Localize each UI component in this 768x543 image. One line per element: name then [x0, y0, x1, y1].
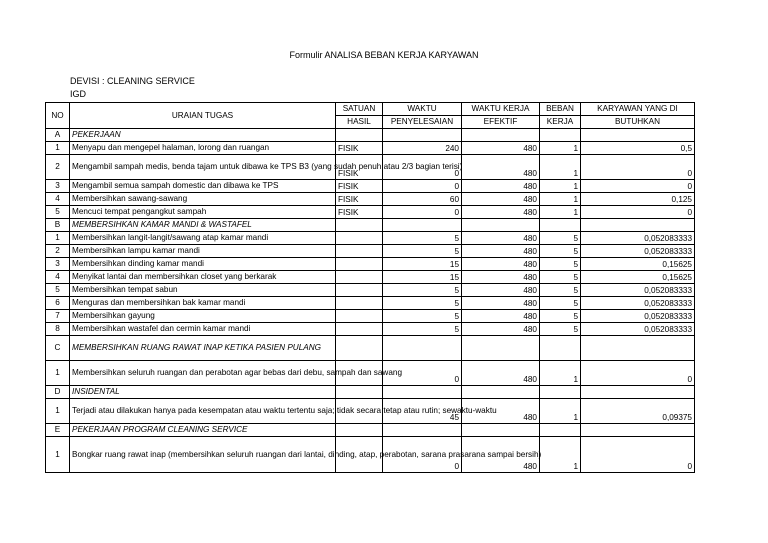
header-karyawan-bottom: BUTUHKAN	[581, 116, 695, 129]
table-row	[46, 437, 695, 473]
table-row	[46, 206, 695, 219]
satuan-cell: FISIK	[336, 193, 383, 206]
task-description: Terjadi atau dilakukan hanya pada kesempatan atau waktu tertentu saja; tidak secara tetap atau rutin; sewaktu-waktu	[70, 399, 336, 424]
waktu-cell: 240	[383, 142, 462, 155]
efektif-cell: 480	[462, 323, 540, 336]
satuan-cell	[336, 323, 383, 336]
beban-cell: 5	[540, 258, 581, 271]
row-number: B	[46, 219, 70, 232]
task-description: Membersihkan tempat sabun	[70, 284, 336, 297]
header-beban-bottom: KERJA	[540, 116, 581, 129]
task-description: INSIDENTAL	[70, 386, 336, 399]
karyawan-cell: 0,052083333	[581, 284, 695, 297]
waktu-cell: 0	[383, 361, 462, 386]
karyawan-cell	[581, 386, 695, 399]
satuan-cell	[336, 336, 383, 361]
beban-cell: 5	[540, 323, 581, 336]
efektif-cell: 480	[462, 361, 540, 386]
row-number: 2	[46, 155, 70, 180]
satuan-cell	[336, 284, 383, 297]
waktu-cell: 45	[383, 399, 462, 424]
satuan-cell	[336, 129, 383, 142]
satuan-cell: FISIK	[336, 142, 383, 155]
section-row	[46, 129, 695, 142]
satuan-cell	[336, 297, 383, 310]
beban-cell: 1	[540, 206, 581, 219]
efektif-cell	[462, 219, 540, 232]
task-description: Membersihkan seluruh ruangan dan perabotan agar bebas dari debu, sampah dan sawang	[70, 361, 336, 386]
waktu-cell	[383, 219, 462, 232]
karyawan-cell: 0,15625	[581, 271, 695, 284]
header-efektif-bottom: EFEKTIF	[462, 116, 540, 129]
waktu-cell: 60	[383, 193, 462, 206]
table-row	[46, 284, 695, 297]
karyawan-cell	[581, 424, 695, 437]
waktu-cell: 0	[383, 180, 462, 193]
beban-cell: 1	[540, 142, 581, 155]
karyawan-cell: 0,052083333	[581, 323, 695, 336]
row-number: 6	[46, 297, 70, 310]
task-description: Membersihkan lampu kamar mandi	[70, 245, 336, 258]
beban-cell: 1	[540, 155, 581, 180]
satuan-cell	[336, 258, 383, 271]
karyawan-cell: 0	[581, 180, 695, 193]
row-number: 4	[46, 271, 70, 284]
efektif-cell	[462, 386, 540, 399]
table-row	[46, 271, 695, 284]
task-description: Mengambil semua sampah domestic dan dibawa ke TPS	[70, 180, 336, 193]
header-satuan-top: SATUAN	[336, 103, 383, 116]
karyawan-cell	[581, 219, 695, 232]
task-description: Bongkar ruang rawat inap (membersihkan seluruh ruangan dari lantai, dinding, atap, perabotan, sarana prasarana sampai bersih)	[70, 437, 336, 473]
efektif-cell: 480	[462, 245, 540, 258]
karyawan-cell: 0	[581, 361, 695, 386]
table-row	[46, 297, 695, 310]
beban-cell: 5	[540, 232, 581, 245]
task-description: Membersihkan langit-langit/sawang atap kamar mandi	[70, 232, 336, 245]
table-row	[46, 323, 695, 336]
satuan-cell	[336, 386, 383, 399]
efektif-cell: 480	[462, 437, 540, 473]
row-number: E	[46, 424, 70, 437]
beban-cell: 5	[540, 297, 581, 310]
task-description: Menguras dan membersihkan bak kamar mandi	[70, 297, 336, 310]
row-number: 3	[46, 180, 70, 193]
karyawan-cell: 0	[581, 155, 695, 180]
waktu-cell: 0	[383, 206, 462, 219]
task-description: Menyapu dan mengepel halaman, lorong dan ruangan	[70, 142, 336, 155]
row-number: D	[46, 386, 70, 399]
efektif-cell: 480	[462, 399, 540, 424]
efektif-cell	[462, 129, 540, 142]
section-row	[46, 336, 695, 361]
efektif-cell: 480	[462, 142, 540, 155]
row-number: 1	[46, 437, 70, 473]
beban-cell	[540, 336, 581, 361]
header-waktu-bottom: PENYELESAIAN	[383, 116, 462, 129]
waktu-cell: 15	[383, 258, 462, 271]
beban-cell: 1	[540, 437, 581, 473]
waktu-cell: 5	[383, 310, 462, 323]
row-number: 1	[46, 232, 70, 245]
waktu-cell: 5	[383, 245, 462, 258]
table-row	[46, 142, 695, 155]
waktu-cell: 15	[383, 271, 462, 284]
satuan-cell: FISIK	[336, 206, 383, 219]
karyawan-cell: 0,052083333	[581, 245, 695, 258]
header-no: NO	[46, 103, 70, 129]
efektif-cell: 480	[462, 193, 540, 206]
efektif-cell: 480	[462, 284, 540, 297]
header-efektif-top: WAKTU KERJA	[462, 103, 540, 116]
row-number: 5	[46, 206, 70, 219]
table-body	[46, 129, 695, 473]
header-waktu-top: WAKTU	[383, 103, 462, 116]
task-description: Mengambil sampah medis, benda tajam untuk dibawa ke TPS B3 (yang sudah penuh atau 2/3 bagian terisi)	[70, 155, 336, 180]
row-number: C	[46, 336, 70, 361]
beban-cell	[540, 129, 581, 142]
karyawan-cell: 0,125	[581, 193, 695, 206]
efektif-cell: 480	[462, 258, 540, 271]
efektif-cell: 480	[462, 180, 540, 193]
karyawan-cell: 0	[581, 437, 695, 473]
table-row	[46, 310, 695, 323]
table-row	[46, 399, 695, 424]
karyawan-cell	[581, 129, 695, 142]
task-description: PEKERJAAN	[70, 129, 336, 142]
beban-cell	[540, 219, 581, 232]
task-description: Mencuci tempat pengangkut sampah	[70, 206, 336, 219]
table-header	[46, 103, 695, 129]
header-uraian: URAIAN TUGAS	[70, 103, 336, 129]
beban-cell: 1	[540, 193, 581, 206]
beban-cell: 1	[540, 180, 581, 193]
task-description: MEMBERSIHKAN RUANG RAWAT INAP KETIKA PASIEN PULANG	[70, 336, 336, 361]
beban-cell: 1	[540, 361, 581, 386]
efektif-cell: 480	[462, 155, 540, 180]
satuan-cell	[336, 310, 383, 323]
section-row	[46, 386, 695, 399]
beban-cell: 5	[540, 245, 581, 258]
waktu-cell: 0	[383, 155, 462, 180]
row-number: 1	[46, 361, 70, 386]
satuan-cell	[336, 271, 383, 284]
efektif-cell: 480	[462, 310, 540, 323]
unit-label: IGD	[70, 89, 87, 99]
waktu-cell	[383, 386, 462, 399]
division-label: DEVISI : CLEANING SERVICE	[70, 76, 195, 86]
beban-cell: 1	[540, 399, 581, 424]
task-description: Membersihkan sawang-sawang	[70, 193, 336, 206]
waktu-cell: 0	[383, 437, 462, 473]
waktu-cell	[383, 336, 462, 361]
waktu-cell: 5	[383, 284, 462, 297]
karyawan-cell: 0,09375	[581, 399, 695, 424]
row-number: 4	[46, 193, 70, 206]
efektif-cell: 480	[462, 206, 540, 219]
section-row	[46, 424, 695, 437]
form-title: Formulir ANALISA BEBAN KERJA KARYAWAN	[289, 50, 479, 60]
beban-cell: 5	[540, 284, 581, 297]
table-row	[46, 180, 695, 193]
task-description: Menyikat lantai dan membersihkan closet yang berkarak	[70, 271, 336, 284]
satuan-cell	[336, 245, 383, 258]
waktu-cell	[383, 129, 462, 142]
task-description: Membersihkan gayung	[70, 310, 336, 323]
waktu-cell: 5	[383, 232, 462, 245]
waktu-cell: 5	[383, 297, 462, 310]
header-beban-top: BEBAN	[540, 103, 581, 116]
header-satuan-bottom: HASIL	[336, 116, 383, 129]
row-number: 2	[46, 245, 70, 258]
table-row	[46, 155, 695, 180]
workload-table	[45, 102, 695, 473]
karyawan-cell: 0,052083333	[581, 310, 695, 323]
table-row	[46, 245, 695, 258]
efektif-cell: 480	[462, 297, 540, 310]
row-number: 1	[46, 142, 70, 155]
row-number: 8	[46, 323, 70, 336]
row-number: 1	[46, 399, 70, 424]
task-description: Membersihkan dinding kamar mandi	[70, 258, 336, 271]
karyawan-cell: 0,15625	[581, 258, 695, 271]
task-description: PEKERJAAN PROGRAM CLEANING SERVICE	[70, 424, 336, 437]
row-number: 7	[46, 310, 70, 323]
karyawan-cell: 0,052083333	[581, 232, 695, 245]
satuan-cell: FISIK	[336, 180, 383, 193]
beban-cell	[540, 386, 581, 399]
karyawan-cell	[581, 336, 695, 361]
table-row	[46, 258, 695, 271]
row-number: A	[46, 129, 70, 142]
waktu-cell: 5	[383, 323, 462, 336]
row-number: 3	[46, 258, 70, 271]
beban-cell: 5	[540, 310, 581, 323]
satuan-cell: FISIK	[336, 155, 383, 180]
table-row	[46, 193, 695, 206]
efektif-cell	[462, 424, 540, 437]
task-description: Membersihkan wastafel dan cermin kamar mandi	[70, 323, 336, 336]
efektif-cell: 480	[462, 271, 540, 284]
karyawan-cell: 0	[581, 206, 695, 219]
table-row	[46, 232, 695, 245]
waktu-cell	[383, 424, 462, 437]
beban-cell	[540, 424, 581, 437]
karyawan-cell: 0,052083333	[581, 297, 695, 310]
satuan-cell	[336, 424, 383, 437]
header-karyawan-top: KARYAWAN YANG DI	[581, 103, 695, 116]
satuan-cell	[336, 219, 383, 232]
efektif-cell	[462, 336, 540, 361]
table-row	[46, 361, 695, 386]
row-number: 5	[46, 284, 70, 297]
beban-cell: 5	[540, 271, 581, 284]
karyawan-cell: 0,5	[581, 142, 695, 155]
efektif-cell: 480	[462, 232, 540, 245]
task-description: MEMBERSIHKAN KAMAR MANDI & WASTAFEL	[70, 219, 336, 232]
satuan-cell	[336, 232, 383, 245]
section-row	[46, 219, 695, 232]
